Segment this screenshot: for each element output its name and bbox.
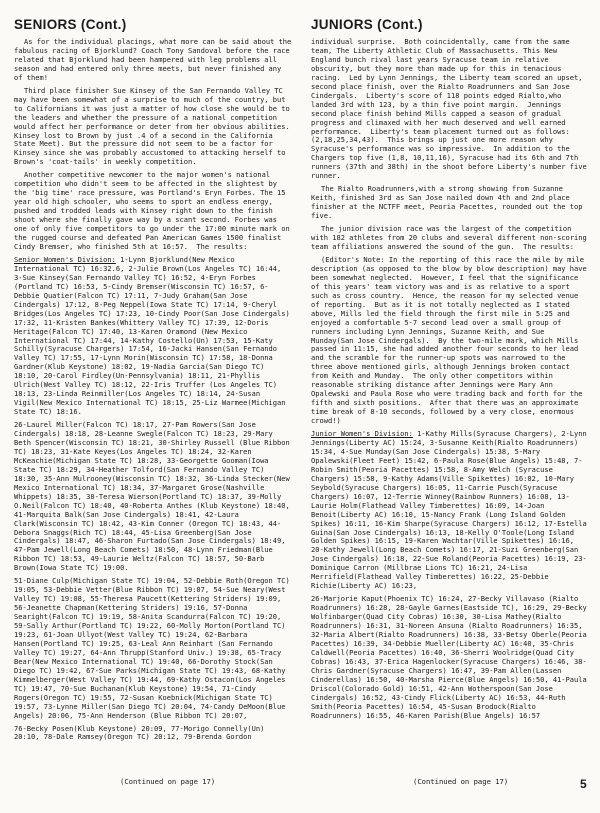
senior-results-block: 51-Diane Culp(Michigan State TC) 19:04, 52-Debbie Roth(Oregon TC) 19:05, 53-Debbie Vetter(Blue Ribbon TC) 19:07, 54-Sue Neary(West Valley TC) 19:08, 55-Theresa Paucett(Kettering Striders) 19:09, 56-Jeanette Chapman(Kettering Striders) 19:16, 57-Donna Searight(Falcon TC) 19:19, 58-Anita Scandurra(Falcon TC) 19:20, 59-Sally Arthur(Portland TC) 19:22, 60-Molly Morton(Portland TC) 19:23, 61-Joan Ullyot(West Valley TC) 19:24, 62-Barbara Hansen(Portland TC) 19:25, 63-Leal Ann Reinhart (San Fernando Valley TC) 19:27, 64-Ann Thrupp(Stanford Univ.) 19:38, 65-Tracy Bear(New Mexico International TC) 19:40, 66-Dorothy Stock(San Diego TC) 19:42, 67-Sue Parks(Michigan State TC) 19:43, 68-Kathy Kimmelberger(West Valley TC) 19:44, 69-Kathy Ostacon(Los Angeles TC) 19:47, 70-Sue Buchanan(Klub Keystone) 19:54, 71-Cindy Rogers(Oregon TC) 19:55, 72-Susan Koebnick(Michigan State TC) 19:57, 73-Lynne Miller(San Diego TC) 20:04, 74-Candy DeMoon(Blue Angels) 20:06, 75-Ann Henderson (Blue Ribbon TC) 20:07, — [14, 576, 295, 720]
senior-results-block: 26-Laurel Miller(Falcon TC) 18:17, 27-Pam Rowers(San Jose Cindergals) 18:18, 28-Leanne Swegle(Falcon TC) 18:23, 29-Mary Beth Spencer(Wisconsin TC) 18:21, 30-Shirley Russell (Blue Ribbon TC) 18:23, 31-Kate Keyes(Los Angeles TC) 18:24, 32-Karen McKeachie(Michigan State TC) 18:28, 33-Georgette Gooman(Iowa State TC) 18:29, 34-Heather Tolford(San Fernando Valley TC) 18:30, 35-Ann Mulrooney(Wisconsin TC) 18:32, 36-Linda Stecker(New Mexico International TC) 18:34, 37-Margaret Grose(Nashville Whippets) 18:35, 38-Teresa Wierson(Portland TC) 18:37, 39-Molly O.Neil(Falcon TC) 18:40, 40-Roberta Anthes (Klub Keystone) 18:40, 41-Marquita Balk(San Jose Cindergals) 18:41, 42-Laura Clark(Wisconsin TC) 18:42, 43-Kim Conner (Oregon TC) 18:43, 44-Debora Snaggs(Rich TC) 18:44, 45-Lisa Greenberg(San Jose Cindergals) 18:47, 46-Sharon Furtado(San Jose Cindergals) 18:49, 47-Pam Jewell(Long Beach Comets) 18:50, 48-Lynn Friedman(Blue Ribbon TC) 18:53, 49-Laurie Weltz(Falcon TC) 18:57, 50-Barb Brown(Iowa State TC) 19:00. — [14, 420, 295, 573]
editors-note: (Editor's Note: In the reporting of this race the mile by mile description (as opposed to the blow by blow description) may have been somewhat neglected. However, I feel that the significance of this years' team victory was and is as relative to a sport such as cross country. Hence, the reason for my selected venue of reporting. But as it is not totally neglected as I stated above, Mills led the field through the first mile in 5:25 and enjoyed a comfortable 5-7 second lead over a small group of runners including Lynn Jennings, Suzanne Keith, and Sue Munday(San Jose Cindergals). By the two-mile mark, which Mills passed in 11:15, she had added another four seconds to her lead and the scramble for the runner-up spots was narrowed to the three above mentioned girls, although Jennings broken contact from Keith and Munday. The only other competitors within reasonable striking distance after Jennings were Mary Ann Opalewski and Paula Rose who were trading back and forth for the fifth and sixth positions. After that there was an approximate time break of 8-10 seconds, followed by a very close, enormous crowd!) — [311, 254, 592, 426]
seniors-paragraph: Third place finisher Sue Kinsey of the San Fernando Valley TC may have been somewhat of a surprise to much of the country, but to Californians it was just a matter of how close she would be to the leaders and whether the pressure of a national competition would affect her performance or deter from her obvious abilities. Kinsey lost to Brown by just .4 of a second in the California State Meet). But the pressure did not seem to be a factor for Kinsey since she was probably accustomed to attacking herself to Brown's 'coat-tails' in weekly competition. — [14, 85, 295, 167]
seniors-paragraph: Another competitive newcomer to the major women's national competition who didn't seem to be affected in the slightest by the 'big time' race pressure, was Portland's Eryn Forbes. The 15 year old high schooler, who seems to sport an endless energy, pushed and trodded leads with Kinsey right down to the finish shoot where she finally gave way by a scant second. Forbes was one of only five competitors to go under the 17:00 minute mark on the rugged course and defeated Pan American Games 1500 finalist Cindy Bremser, who finished 5th at 16:57. The results: — [14, 170, 295, 251]
juniors-paragraph: The junior division race was the largest of the competition with 182 athletes from 20 clubs and several different non-scoring team affiliations answered the sound of the gun. The results: — [311, 224, 592, 251]
senior-results-block: 76-Becky Posen(Klub Keystone) 20:09, 77-Morigo Connelly(Un) 20:10, 78-Dale Ramsey(Oregon TC) 20:12, 79-Brenda Gordon — [14, 723, 269, 742]
right-column — [311, 17, 592, 725]
continued-note-left: (Continued on page 17) — [120, 777, 216, 786]
junior-results-text: 1-Kathy Mills(Syracuse Chargers), 2-Lynn Jennings(Liberty AC) 15:24, 3-Susanne Keith(Rialto Roadrunners) 15:34, 4-Sue Munday(San Jose Cindergals) 15:38, 5-Mary Opalewski(Fleet Feet) 15:42, 6-Paula Rose(Blue Angels) 15:48, 7-Robin Smith(Peoria Pacettes) 15:58, 8-Amy Welch (Syracuse Chargers) 15:58, 9-Kathy Adams(Ville Spikettes) 16:02, 10-Mary Seybold(Syracuse Chargers) 16:05, 11-Carrie Pusch(Syracuse Chargers) 16:07, 12-Terrie Winney(Rainbow Runners) 16:08, 13-Laurie Holm(Flathead Valley Timberettes) 16:09, 14-Joan Benoit(Liberty AC) 16:10, 15-Nancy Frank (Long Island Golden Spikes) 16:11, 16-Kim Sharpe(Syracuse Chargers) 16:12, 17-Estella Guina(San Jose Cindergals) 16:13, 18-Kelly O'Toole(Long Island Golden Spikes) 16:15, 19-Karen Wachtar(Ville Spikettes) 16:16, 20-Kathy Jewell(Long Beach Comets) 16:17, 21-Suzi Greenberg(San Jose Cindergals) 16:18, 22-Sue Roland(Peoria Pacettes) 16:19, 23-Dominique Carron (Millbrae Lions TC) 16:21, 24-Lisa Merrifield(Flathead Valley Timberettes) 16:22, 25-Debbie Richie(Liberty AC) 16:23, — [311, 429, 592, 591]
senior-results — [14, 256, 293, 417]
juniors-paragraph: individual surprise. Both coincidentally, came from the same team, The Liberty Athletic Club of Massachusetts. This New England bunch rival last years Syracuse team in relative obscurity, but they more than made up for this in tenacious racing. Led by Lynn Jennings, the Liberty team scored an upset, second place finish, over the Rialto Roadrunners and San Jose Cindergals. Liberty's score of 118 points edged Rialto,who landed 3rd with 123, by a thin five point margin. Jennings second place finish behind Mills capped a season of gradual progress and climaxed with her much deserved and well earned performance. Liberty's team placement turned out as follows: (2,18,25,34,43). This brings up just one more reason why Syracuse's performance was so impressive. In addition to the Chargers top five (1,8, 10,11,16), Syracuse had its 6th and 7th runners (37th and 38th) in the shoot before Liberty's number five runner. — [311, 37, 592, 181]
senior-division-title: Senior Women's Division: — [14, 254, 116, 264]
juniors-paragraph: The Rialto Roadrunners,with a strong showing from Suzanne Keith, finished 3rd as San Jose nailed down 4th and 2nd place finisher at the NCTFF meet, Peoria Pacettes, rounded out the top five. — [311, 184, 587, 221]
junior-results-block: 26-Marjorie Kaput(Phoenix TC) 16:24, 27-Becky Villavaso (Rialto Roadrunners) 16:28, 28-Gayle Garnes(Eastside TC), 16:29, 29-Becky Wolfinbarger(Quad City Cobras) 16:30, 30-Lisa Mathey(Rialto Roadrunners) 16:31, 31-Noreen Ansuna (Rialto Roadrunners) 16:35, 32-Maria Albert(Rialto Roadrunners) 16:38, 33-Betsy Oberle(Peoria Pacettes) 16:39, 34-Debbie Mueller(Liberty AC) 16:40, 35-Chris Caldwell(Peoria Pacettes) 16:40, 36-Sherri Woolridge(Quad City Cobras) 16:43, 37-Erica Hagenlocker(Syracuse Chargers) 16:46, 38-Chris Gardner(Syracuse Chargers) 16:47, 39-Pam Allen(Lassen Cinderellas) 16:50, 40-Marsha Pierce(Blue Angels) 16:50, 41-Paula Driscol(Colorado Gold) 16:51, 42-Ann Wotherspoon(San Jose Cindergals) 16:52, 43-Cindy Flick(Liberty AC) 16:53, 44-Ruth Smith(Peoria Pacettes) 16:54, 45-Susan Brodock(Rialto Roadrunners) 16:55, 46-Karen Parish(Blue Angels) 16:57 — [311, 594, 592, 720]
continued-note-right: (Continued on page 17) — [413, 777, 509, 786]
senior-results-text: 1-Lynn Bjorklund(New Mexico International TC) 16:32.6, 2-Julie Brown(Los Angeles TC) 16:44, 3-Sue Kinsey(San Fernando Valley TC) 16:52, 4-Eryn Forbes (Portland TC) 16:53, 5-Cindy Bremser(Wisconsin TC) 16:57, 6-Debbie Quatier(Falcon TC) 17:11, 7-Judy Graham(San Jose Cindergals) 17:12, 8-Peg Neppel(Iowa State TC) 17:14, 9-Cheryl Bridges(Los Angeles TC) 17:23, 10-Cindy Poor(San Jose Cindergals) 17:32, 11-Kristen Bankes(Whittery Valley TC) 17:39, 12-Doris Heritage(Falcon TC) 17:40, 13-Karen Oramond (New Mexico International TC) 17:44, 14-Kathy Costello(Un) 17:53, 15-Katy Schilly(Syracuse Chargers) 17:54, 16-Jacki Hansen(San Fernando Valley TC) 17:55, 17-Lynn Morin(Wisconsin TC) 17:58, 18-Donna Gardner(Klub Keystone) 18:02, 19-Nadia Garcia(San Diego TC) 18:10, 20-Carol Firdley(Un-Pennsylvania) 18:11, 21-Phyllis Ulrich(West Valley TC) 18:12, 22-Iris Truffer (Los Angeles TC) 18:13, 23-Linda Reinmiller(Los Angeles TC) 18:14, 24-Susan Vigil(New Mexico International TC) 18:15, 25-Liz Warmee(Michigan State TC) 18:16. — [14, 254, 295, 417]
junior-division-title: Junior Women's Division: — [311, 429, 413, 439]
junior-results — [311, 429, 592, 591]
seniors-paragraph: As for the individual placings, what more can be said about the fabulous racing of Bjorklund? Coach Tony Sandoval before the race related that Bjorklund had been hampered with leg problems all season and had entered only three meets, but never finished any of them! — [14, 37, 296, 82]
seniors-heading: SENIORS (Cont.) — [14, 17, 127, 32]
page-number: 5 — [580, 777, 587, 791]
juniors-heading: JUNIORS (Cont.) — [311, 17, 423, 32]
left-column — [14, 17, 296, 746]
